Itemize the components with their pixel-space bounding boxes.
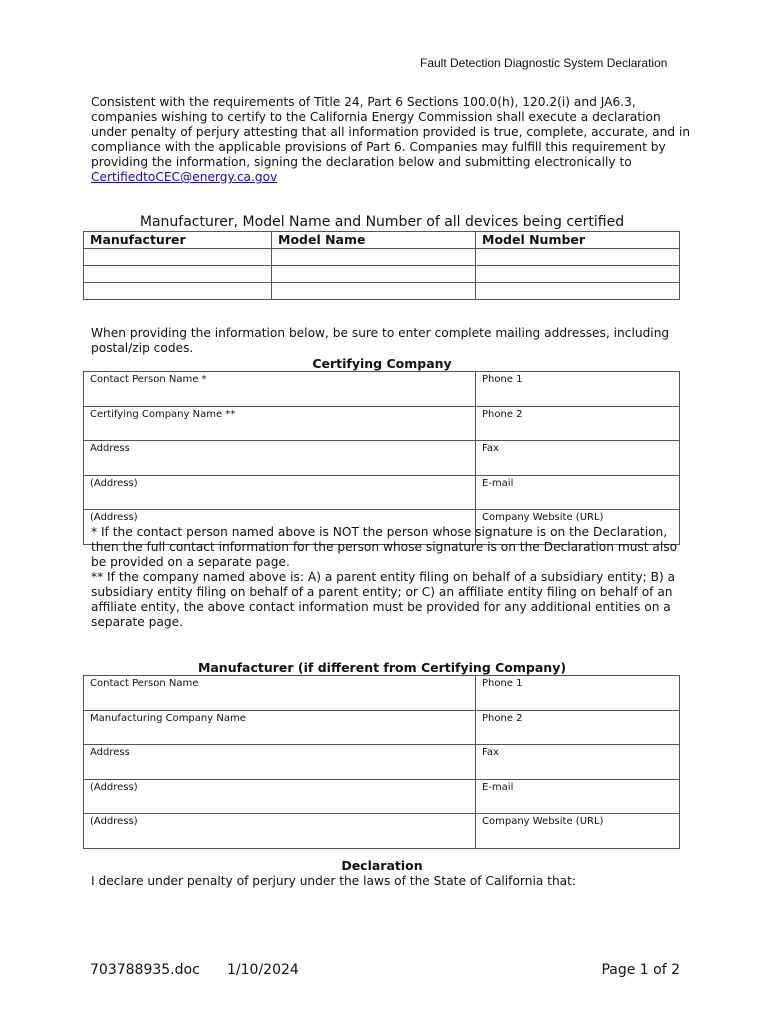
footer-page-number: Page 1 of 2 — [601, 962, 680, 978]
column-header-model-name: Model Name — [272, 232, 476, 249]
table-cell[interactable] — [272, 249, 476, 266]
table-cell[interactable] — [84, 266, 272, 283]
declaration-text: I declare under penalty of perjury under the laws of the State of California that: — [91, 874, 577, 888]
mfr-fax-field[interactable]: Fax — [476, 745, 680, 780]
table-row — [84, 814, 680, 849]
mfr-email-field[interactable]: E-mail — [476, 779, 680, 814]
company-name-field[interactable]: Certifying Company Name ** — [84, 406, 476, 441]
table-cell[interactable] — [84, 249, 272, 266]
declaration-title: Declaration — [341, 858, 423, 873]
table-row — [84, 372, 680, 407]
mailing-note: When providing the information below, be sure to enter complete mailing addresses, including postal/zip codes. — [91, 326, 670, 355]
address-field[interactable]: Address — [84, 441, 476, 476]
email-field[interactable]: E-mail — [476, 475, 680, 510]
table-row — [84, 283, 680, 300]
devices-section-title: Manufacturer, Model Name and Number of all devices being certified — [139, 214, 625, 230]
mfr-company-name-field[interactable]: Manufacturing Company Name — [84, 710, 476, 745]
page-header-title: Fault Detection Diagnostic System Declaration — [420, 56, 668, 70]
table-cell[interactable] — [476, 266, 680, 283]
manufacturer-table — [83, 675, 680, 849]
footer-filename: 703788935.doc — [90, 962, 200, 978]
footnote-company: ** If the company named above is: A) a parent entity filing on behalf of a subsidiary entity; B) a subsidiary entity filing on behalf of a parent entity; or C) an affiliate entity filing on behalf of an affiliate entity, the above contact information must be provided for any additional entities on a separate page. — [91, 570, 676, 629]
fax-field[interactable]: Fax — [476, 441, 680, 476]
email-link[interactable]: CertifiedtoCEC@energy.ca.gov — [91, 170, 278, 184]
mfr-phone1-field[interactable]: Phone 1 — [476, 676, 680, 711]
table-row — [84, 745, 680, 780]
table-cell[interactable] — [272, 283, 476, 300]
table-row — [84, 406, 680, 441]
table-cell[interactable] — [476, 283, 680, 300]
certifying-section-title: Certifying Company — [312, 356, 452, 371]
manufacturer-section-title: Manufacturer (if different from Certifying Company) — [197, 660, 567, 675]
mfr-address-field[interactable]: Address — [84, 745, 476, 780]
mfr-address-line3-field[interactable]: (Address) — [84, 814, 476, 849]
phone1-field[interactable]: Phone 1 — [476, 372, 680, 407]
table-cell[interactable] — [272, 266, 476, 283]
table-cell[interactable] — [476, 249, 680, 266]
footer-date: 1/10/2024 — [227, 962, 299, 978]
table-cell[interactable] — [84, 283, 272, 300]
address-line3-field[interactable]: (Address) — [84, 510, 476, 545]
table-row — [84, 710, 680, 745]
address-line2-field[interactable]: (Address) — [84, 475, 476, 510]
column-header-model-number: Model Number — [476, 232, 680, 249]
mfr-website-field[interactable]: Company Website (URL) — [476, 814, 680, 849]
mfr-address-line2-field[interactable]: (Address) — [84, 779, 476, 814]
table-row — [84, 779, 680, 814]
intro-text: Consistent with the requirements of Title 24, Part 6 Sections 100.0(h), 120.2(i) and JA6.3, companies wishing to certify to the California Energy Commission shall execute a declaration under penalty of perjury attesting that all information provided is true, complete, accurate, and in compliance with the applicable provisions of Part 6. Companies may fulfill this requirement by providing the information, signing the declaration below and submitting electronically to — [91, 95, 691, 169]
intro-paragraph — [91, 95, 691, 185]
table-header-row — [84, 232, 680, 249]
phone2-field[interactable]: Phone 2 — [476, 406, 680, 441]
table-row — [84, 249, 680, 266]
contact-person-field[interactable]: Contact Person Name * — [84, 372, 476, 407]
table-row — [84, 441, 680, 476]
certifying-table — [83, 371, 680, 545]
website-field[interactable]: Company Website (URL) — [476, 510, 680, 545]
column-header-manufacturer: Manufacturer — [84, 232, 272, 249]
mfr-phone2-field[interactable]: Phone 2 — [476, 710, 680, 745]
mfr-contact-person-field[interactable]: Contact Person Name — [84, 676, 476, 711]
table-row — [84, 676, 680, 711]
table-row — [84, 475, 680, 510]
footnote-contact: * If the contact person named above is NOT the person whose signature is on the Declaration, then the full contact information for the person whose signature is on the Declaration must also be provided on a separate page. — [91, 525, 678, 569]
devices-table — [83, 231, 680, 300]
table-row — [84, 266, 680, 283]
